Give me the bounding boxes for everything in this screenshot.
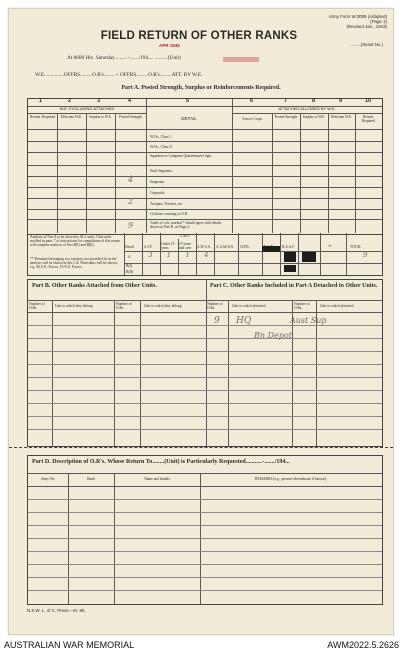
col-num: 2	[68, 98, 72, 104]
part-a-title: Part A. Posted Strength, Surplus or Reinforcements Required.	[121, 85, 281, 91]
col-num: 7	[284, 98, 288, 104]
part-b-c-section	[27, 279, 383, 447]
handwritten-figure: 2	[128, 197, 134, 206]
handwritten-total: 9	[363, 251, 368, 259]
detail-row-label: Troopers, Privates, etc.	[150, 202, 184, 206]
excluding-header: W.E. EXCLUDING ATTACHED	[59, 106, 115, 111]
col-header: Reinfts. Required	[29, 115, 56, 119]
stamp-smudge	[223, 57, 259, 62]
col-header: Deficient W.E.	[330, 115, 353, 119]
detail-row-label: Squadron or Company Quartermaster Sgts.	[150, 154, 212, 158]
col-num: 1	[39, 98, 43, 104]
detail-row-label: Corporals.	[150, 191, 166, 195]
we-line: W.E...............OFFRS.........O.R's.........+ OFFRS.........O.R's.........ATT. BY W.E.	[35, 72, 203, 78]
analysis-header: TOTAL	[350, 245, 362, 249]
analysis-header: A.I.F.	[144, 245, 153, 249]
redaction-block	[284, 265, 296, 272]
handwritten-analysis-a: 3 1 1 4	[148, 251, 215, 259]
serial-label: ........(Serial No.)	[351, 42, 383, 47]
part-c-title: Part C. Other Ranks Included in Part A Detached to Other Units.	[210, 283, 378, 289]
redaction-block	[284, 252, 296, 262]
part-d-title: Part D. Description of O.R's. Whose Return To........(Unit) is Particularly Requested...........-......./194...	[32, 459, 290, 465]
dashed-divider	[9, 447, 393, 448]
part-d-section	[27, 455, 383, 605]
page-label: (Page 1)	[370, 19, 387, 24]
totals-note: Totals of cols. marked * should agree with details shown in Part B. on Page 2.	[150, 221, 222, 230]
analysis-row-label: A	[128, 255, 131, 259]
redaction-block	[262, 246, 280, 252]
analysis-row-label: B(I)	[126, 264, 132, 268]
analysis-header: R.A.A.F.	[282, 245, 295, 249]
col-header: Surplus to W.E.	[302, 115, 326, 119]
part-c-col-header: Number of O.Rs.	[294, 302, 310, 311]
col-num: 5	[186, 98, 190, 104]
handwritten-unit: HQ	[236, 316, 252, 326]
analysis-row-label: B(II)	[126, 270, 134, 274]
handwritten-number: 9	[214, 316, 220, 326]
analysis-header: C.M.F.	[180, 234, 190, 238]
handwritten-unit: Bn Depot	[254, 331, 292, 340]
analysis-header: Under 19 years	[161, 242, 175, 251]
army-form-label: Army Form W.3009 (Adapted)	[328, 14, 387, 19]
analysis-table	[27, 233, 383, 276]
form-number	[329, 14, 387, 29]
at-line: At 0600 Hrs. Saturday..........-......./194.... ..........(Unit)	[67, 55, 181, 61]
analysis-note: Analysis of Part A to be shown by ALL units. Only units notified in para. 7 of instructions for compilation of this return will complete analysis of Part B(I) and B(II).	[30, 235, 120, 248]
column-numbers	[28, 98, 382, 106]
col-header: Surplus to W.E.	[89, 115, 112, 119]
col-header: Reinfts. Required	[361, 115, 376, 124]
attached-header: ATTACHED ALLOWED BY W.E.	[278, 106, 336, 111]
handwritten-figure: 4	[128, 175, 134, 184]
analysis-header: 19 years and over	[179, 242, 192, 251]
detail-header: DETAIL	[181, 116, 197, 121]
revised-label: (Revised Jan., 1943)	[346, 24, 387, 29]
col-header: Deficient W.E.	[60, 115, 83, 119]
analysis-header: A.A.M.W.S.	[216, 245, 234, 249]
col-num: 6	[250, 98, 254, 104]
detail-row-label: Sergeants.	[150, 180, 165, 184]
part-b-col-header: Unit to which they belong	[55, 304, 93, 308]
part-b-col-header: Unit to which they belong	[144, 304, 182, 308]
part-a-table	[27, 98, 383, 235]
col-header: Posted Strength	[274, 115, 298, 119]
detail-row-label: W.Os., Class II.	[150, 145, 173, 149]
analysis-header: CIVIL	[240, 245, 250, 249]
detail-row-label: Civilians counting as O.R.	[150, 212, 189, 216]
part-c-col-header: Number of O.Rs.	[207, 302, 223, 311]
printer-imprint: N.S.W. L. of C. Press—Sr. 80,	[27, 608, 86, 613]
part-b-col-header: Number of O.Rs.	[116, 302, 132, 311]
part-d-col-header: Army No.	[40, 477, 56, 481]
part-c-col-header: Unit to which detached	[320, 304, 354, 308]
part-b-col-header: Number of O.Rs.	[29, 302, 45, 311]
detail-row-label: Staff Sergeants.	[150, 169, 173, 173]
archive-footer	[0, 637, 403, 653]
col-header: Arm or Corps	[242, 117, 262, 121]
part-b-title: Part B. Other Ranks Attached from Other Units.	[32, 283, 157, 289]
part-d-col-header: Rank	[87, 477, 95, 481]
col-num: 4	[128, 98, 132, 104]
col-header: Posted Strength	[119, 115, 142, 119]
col-num: 8	[312, 98, 316, 104]
analysis-header: Detail	[125, 245, 134, 249]
handwritten-figure: 9	[128, 221, 134, 230]
archive-id: AWM2022.5.2626	[327, 640, 399, 650]
part-d-col-header: Name and Initials	[144, 477, 170, 481]
analysis-header: A.W.A.S.	[197, 245, 211, 249]
handwritten-unit: Aust Sup	[290, 316, 327, 325]
col-num: 9	[339, 98, 343, 104]
form-title: FIELD RETURN OF OTHER RANKS	[100, 30, 298, 42]
col-num: 3	[97, 98, 101, 104]
redaction-block	[302, 252, 316, 262]
part-d-col-header: REMARKS (e.g., present whereabouts if known).	[255, 477, 327, 481]
part-c-col-header: Unit to which detached	[232, 304, 266, 308]
detail-row-label: W.Os., Class I.	[150, 135, 172, 139]
form-sheet	[8, 8, 394, 635]
col-num: 10	[365, 98, 372, 104]
stamp-date: APR 1945	[159, 43, 180, 48]
archive-source: AUSTRALIAN WAR MEMORIAL	[4, 640, 135, 650]
date-stamp	[159, 43, 180, 48]
analysis-note-2: ** Personnel belonging to a category not provided for in the analysis will be shown in this Col. Particulars will be shown, e.g. 40 U.K. Forces, 10 N.Z. Forces.	[30, 257, 118, 270]
analysis-header: **	[328, 245, 332, 249]
